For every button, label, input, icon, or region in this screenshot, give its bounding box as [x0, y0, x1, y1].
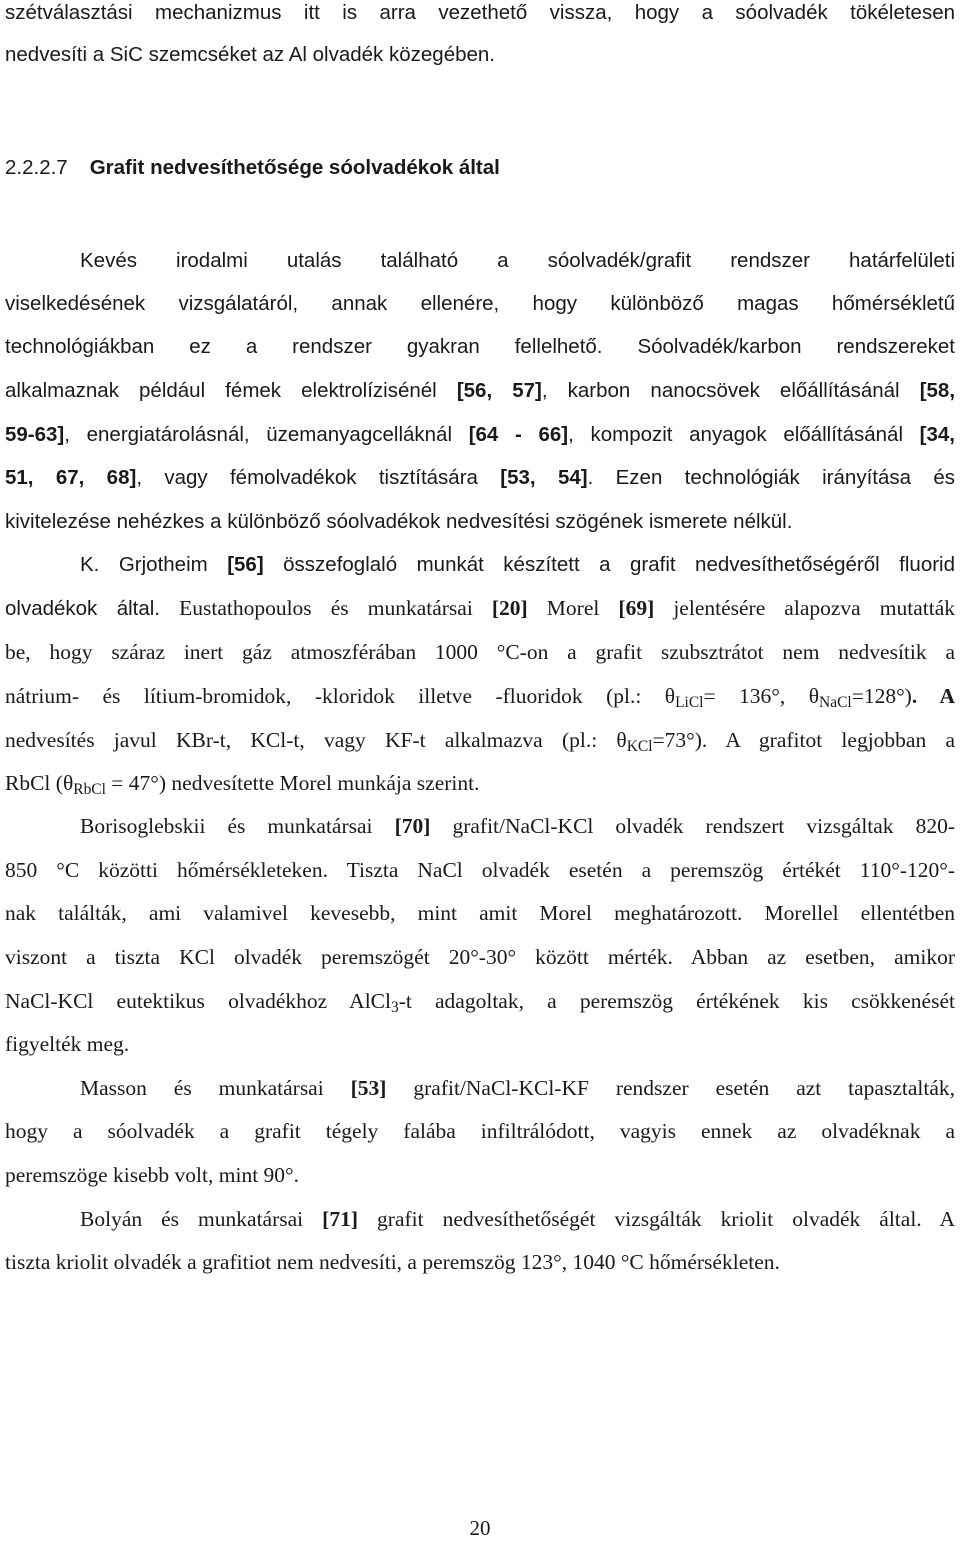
citation: [64 - 66] [468, 423, 569, 446]
text-span: Bolyán és munkatársai [80, 1207, 304, 1231]
text-span: K. Grjotheim [80, 553, 208, 576]
text-span: . A [911, 684, 955, 708]
subscript: KCl [626, 737, 653, 755]
paragraph-line [5, 900, 955, 926]
text-span: Borisoglebskii és munkatársai [80, 814, 373, 838]
paragraph-line [5, 639, 955, 665]
intro-line [5, 42, 955, 68]
text-span: technológiákban ez a rendszer gyakran fellelhető. [5, 335, 603, 358]
subscript: NaCl [819, 693, 852, 711]
text-span: RbCl (θ [5, 771, 74, 795]
text-span: jelentésére alapozva mutatták [673, 596, 956, 620]
text-span: NaCl-KCl eutektikus olvadékhoz AlCl [5, 989, 391, 1013]
text-span: Kevés irodalmi utalás található a sóolvadék/grafit rendszer határfelületi [80, 249, 955, 272]
paragraph-line [5, 1162, 955, 1188]
text-span: =128°) [851, 684, 912, 708]
text-span: nedvesíti a SiC szemcséket az Al olvadék közegében. [5, 43, 495, 66]
text-span: Sóolvadék/karbon rendszereket [637, 335, 955, 358]
citation: [70] [394, 814, 431, 838]
text-span: viselkedésének vizsgálatáról, annak ellenére, hogy különböző magas hőmérsékletű [5, 292, 955, 315]
paragraph-line [5, 1249, 955, 1275]
subscript: RbCl [73, 780, 106, 798]
section-heading [5, 155, 955, 181]
text-span: nedvesítés javul KBr-t, KCl-t, vagy KF-t alkalmazva (pl.: θ [5, 728, 627, 752]
text-span: , karbon nanocsövek előállításánál [541, 379, 900, 402]
paragraph-line [80, 1075, 955, 1101]
citation: [20] [491, 596, 528, 620]
text-span: , energiatárolásnál, üzemanyagcelláknál [64, 423, 453, 446]
paragraph-line [80, 1206, 955, 1232]
text-span: viszont a tiszta KCl olvadék peremszögét 20°-30° között mérték. Abban az esetben, amikor [5, 945, 955, 969]
citation: [71] [322, 1207, 358, 1231]
citation: [53, 54] [500, 466, 588, 489]
paragraph-line [5, 509, 955, 535]
text-span: peremszöge kisebb volt, mint 90°. [5, 1163, 300, 1187]
section-number: 2.2.2.7 [5, 156, 68, 179]
text-span: =73°). A grafitot legjobban a [652, 728, 955, 752]
paragraph-line [5, 727, 955, 753]
paragraph-line [5, 1031, 955, 1057]
citation: [58, [919, 379, 956, 402]
subscript: LiCl [675, 693, 704, 711]
text-span: be, hogy száraz inert gáz atmoszférában 1000 °C-on a grafit szubsztrátot nem nedvesítik a [5, 640, 955, 664]
text-span: összefoglaló munkát készített a grafit nedvesíthetőségéről fluorid [283, 553, 955, 576]
text-span: . Ezen technológiák irányítása és [587, 466, 956, 489]
citation: [69] [618, 596, 655, 620]
text-span: kivitelezése nehézkes a különböző sóolvadékok nedvesítési szögének ismerete nélkül. [5, 510, 793, 533]
paragraph-line [5, 944, 955, 970]
text-span: figyelték meg. [5, 1032, 130, 1056]
page-number: 20 [469, 1516, 491, 1540]
text-span: tiszta kriolit olvadék a grafitiot nem nedvesíti, a peremszög 123°, 1040 °C hőmérsékleten. [5, 1250, 780, 1274]
paragraph-line [5, 1118, 955, 1144]
paragraph-line [5, 465, 955, 491]
paragraph-line [5, 595, 955, 622]
citation: 59-63] [5, 423, 65, 446]
text-span: szétválasztási mechanizmus itt is arra vezethető vissza, hogy a sóolvadék tökéletesen [5, 1, 955, 24]
text-span: -t adagoltak, a peremszög értékének kis csökkenését [398, 989, 955, 1013]
text-span: , kompozit anyagok előállításánál [568, 423, 903, 446]
section-title: Grafit nedvesíthetősége sóolvadékok által [89, 156, 500, 179]
text-span: nátrium- és lítium-bromidok, -kloridok illetve -fluoridok (pl.: θ [5, 684, 676, 708]
text-span: alkalmaznak például fémek elektrolízisénél [5, 379, 437, 402]
citation: [53] [350, 1076, 387, 1100]
paragraph-line [80, 552, 955, 578]
citation: [56] [227, 553, 264, 576]
text-span: Morel [546, 596, 600, 620]
text-span: = 136°, θ [703, 684, 820, 708]
citation: [56, 57] [456, 379, 542, 402]
text-span: Masson és munkatársai [80, 1076, 324, 1100]
subscript: 3 [390, 998, 399, 1016]
text-span: 850 °C közötti hőmérsékleteken. Tiszta NaCl olvadék esetén a peremszög értékét 110°-120°- [5, 858, 955, 882]
text-span: hogy a sóolvadék a grafit tégely falába infiltrálódott, vagyis ennek az olvadéknak a [5, 1119, 955, 1143]
text-span: grafit/NaCl-KCl olvadék rendszert vizsgáltak 820- [452, 814, 956, 838]
paragraph-line [5, 334, 955, 360]
intro-line [5, 0, 955, 26]
text-span: nak találták, ami valamivel kevesebb, mint amit Morel meghatározott. Morellel ellentétben [5, 901, 955, 925]
paragraph-line [80, 248, 955, 274]
paragraph-line [5, 988, 955, 1014]
paragraph-line [80, 813, 955, 839]
text-span: = 47°) nedvesítette Morel munkája szerint. [105, 771, 480, 795]
text-span: grafit nedvesíthetőségét vizsgálták kriolit olvadék által. A [377, 1207, 956, 1231]
text-span: Eustathopoulos és munkatársai [179, 596, 473, 620]
paragraph-line [5, 378, 955, 404]
citation: [34, [919, 423, 955, 446]
citation: 51, 67, 68] [5, 466, 137, 489]
paragraph-line [5, 291, 955, 317]
text-span: olvadékok által. [5, 597, 161, 620]
paragraph-line [5, 857, 955, 883]
paragraph-line [5, 422, 955, 448]
paragraph-line [5, 770, 955, 796]
text-span: grafit/NaCl-KCl-KF rendszer esetén azt tapasztalták, [413, 1076, 956, 1100]
paragraph-line [5, 683, 955, 709]
text-span: , vagy fémolvadékok tisztítására [136, 466, 478, 489]
